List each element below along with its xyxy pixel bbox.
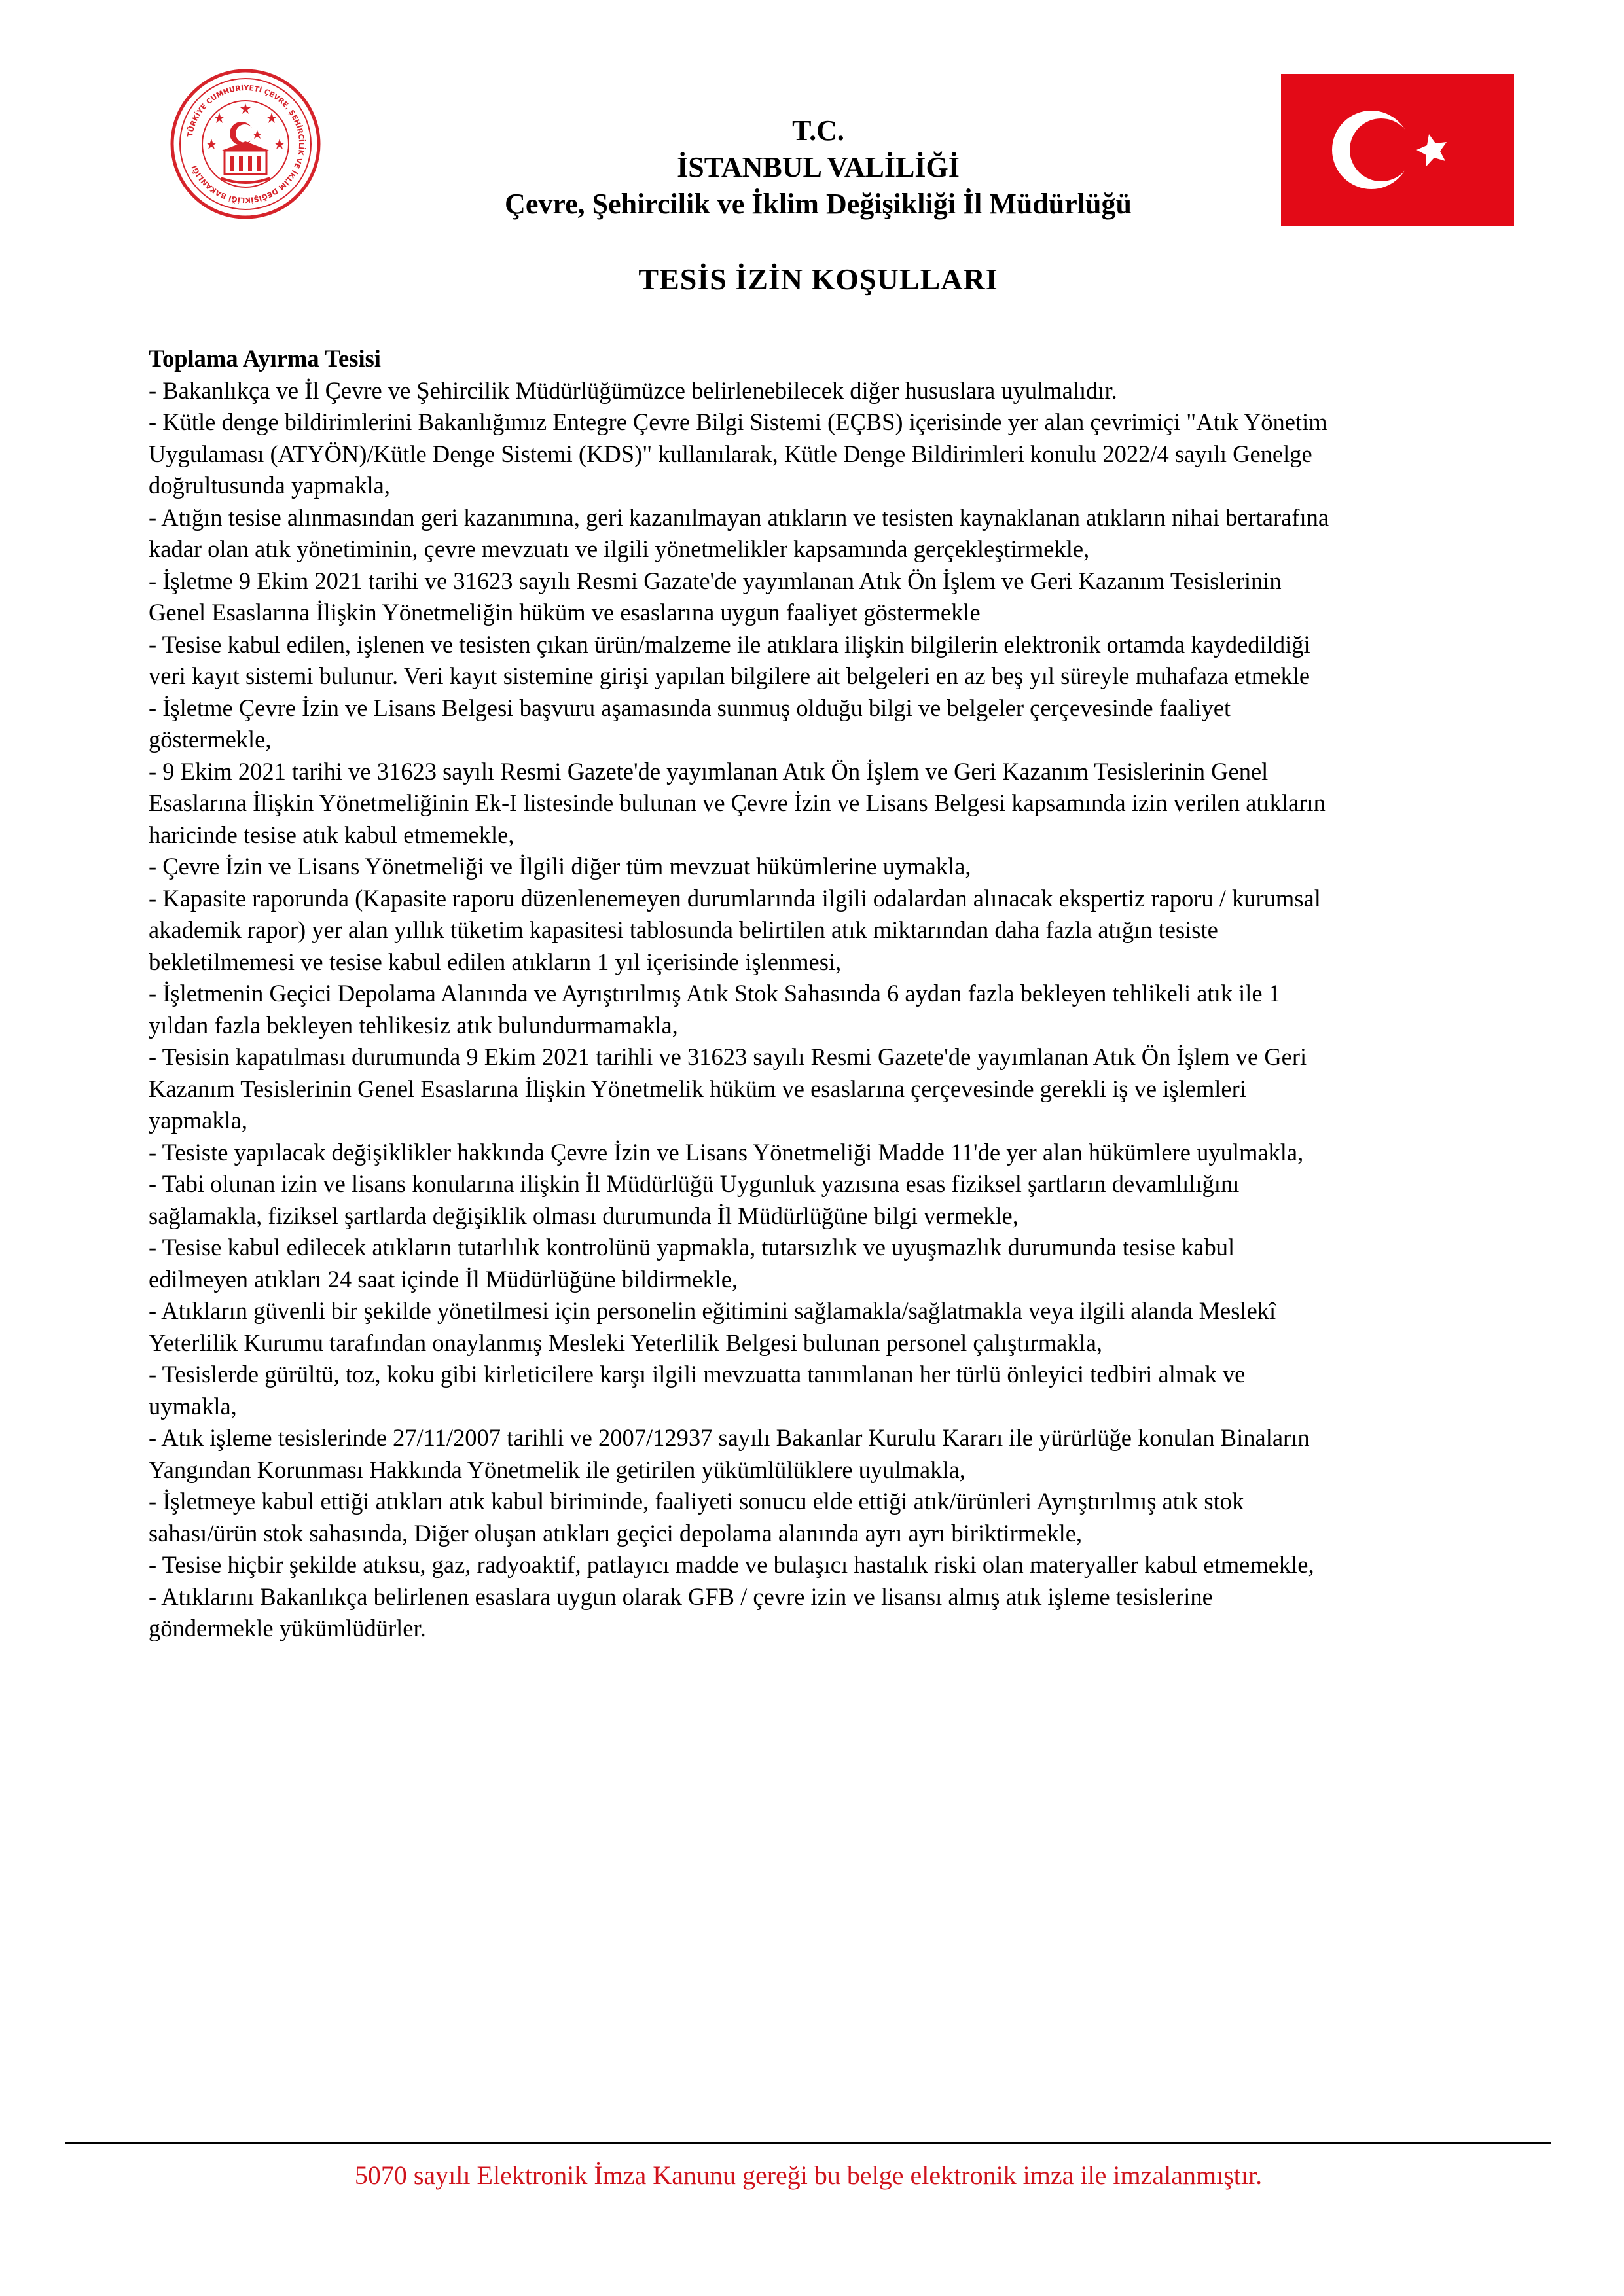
document-body	[149, 343, 1533, 1645]
text-line: veri kayıt sistemi bulunur. Veri kayıt sistemine girişi yapılan bilgilere ait belgeleri en az beş yıl süreyle muhafaza etmekle	[149, 662, 1310, 689]
text-line: - 9 Ekim 2021 tarihi ve 31623 sayılı Resmi Gazete'de yayımlanan Atık Ön İşlem ve Geri Kazanım Tesislerinin Genel	[149, 757, 1269, 785]
text-line: göstermekle,	[149, 726, 272, 753]
header-line-directorate: Çevre, Şehircilik ve İklim Değişikliği İl Müdürlüğü	[505, 188, 1132, 220]
text-line: haricinde tesise atık kabul etmemekle,	[149, 821, 514, 848]
section-subheading: Toplama Ayırma Tesisi	[149, 345, 381, 372]
text-line: - Tesise kabul edilecek atıkların tutarlılık kontrolünü yapmakla, tutarsızlık ve uyuşmazlık durumunda tesise kabul	[149, 1234, 1235, 1261]
document-header	[367, 113, 1270, 223]
flag-graphic	[1281, 74, 1514, 226]
text-line: - Çevre İzin ve Lisans Yönetmeliği ve İlgili diğer tüm mevzuat hükümlerine uymakla,	[149, 853, 971, 880]
text-line: - Tesise hiçbir şekilde atıksu, gaz, radyoaktif, patlayıcı madde ve bulaşıcı hastalık riski olan materyaller kabul etmemekle,	[149, 1551, 1314, 1578]
document-title: TESİS İZİN KOŞULLARI	[638, 262, 998, 296]
text-line: yapmakla,	[149, 1107, 248, 1134]
text-line: - İşletmeye kabul ettiği atıkları atık kabul biriminde, faaliyeti sonucu elde ettiği atık/ürünleri Ayrıştırılmış atık stok	[149, 1488, 1244, 1515]
text-line: sağlamakla, fiziksel şartlarda değişiklik olması durumunda İl Müdürlüğüne bilgi vermekle,	[149, 1202, 1019, 1229]
text-line: - Atıklarını Bakanlıkça belirlenen esaslara uygun olarak GFB / çevre izin ve lisansı almış atık işleme tesislerine	[149, 1583, 1213, 1610]
text-line: bekletilmemesi ve tesise kabul edilen atıkların 1 yıl içerisinde işlenmesi,	[149, 948, 842, 975]
ministry-seal-logo	[167, 65, 324, 223]
text-line: akademik rapor) yer alan yıllık tüketim kapasitesi tablosunda belirtilen atık miktarından daha fazla atığın tesiste	[149, 916, 1218, 943]
text-line: edilmeyen atıkları 24 saat içinde İl Müdürlüğüne bildirmekle,	[149, 1265, 738, 1293]
text-line: - İşletmenin Geçici Depolama Alanında ve Ayrıştırılmış Atık Stok Sahasında 6 aydan fazla bekleyen tehlikeli atık ile 1	[149, 980, 1280, 1007]
text-line: - Tesise kabul edilen, işlenen ve tesisten çıkan ürün/malzeme ile atıklara ilişkin bilgilerin elektronik ortamda kaydedildiği	[149, 630, 1310, 658]
text-line: - İşletme 9 Ekim 2021 tarihi ve 31623 sayılı Resmi Gazate'de yayımlanan Atık Ön İşlem ve Geri Kazanım Tesislerinin	[149, 567, 1282, 594]
text-line: - Tabi olunan izin ve lisans konularına ilişkin İl Müdürlüğü Uygunluk yazısına esas fiziksel şartların devamlılığını	[149, 1170, 1240, 1197]
seal-graphic	[167, 65, 324, 223]
text-line: Yangından Korunması Hakkında Yönetmelik ile getirilen yükümlülüklere uyulmakla,	[149, 1456, 965, 1483]
text-line: Yeterlilik Kurumu tarafından onaylanmış Mesleki Yeterlilik Belgesi bulunan personel çalıştırmakla,	[149, 1329, 1103, 1356]
text-line: Esaslarına İlişkin Yönetmeliğinin Ek-I listesinde bulunan ve Çevre İzin ve Lisans Belgesi kapsamında izin verilen atıkların	[149, 789, 1326, 816]
text-line: göndermekle yükümlüdürler.	[149, 1615, 426, 1641]
text-line: - Tesislerde gürültü, toz, koku gibi kirleticilere karşı ilgili mevzuatta tanımlanan her türlü önleyici tedbiri almak ve	[149, 1361, 1246, 1388]
e-signature-notice: 5070 sayılı Elektronik İmza Kanunu gereği bu belge elektronik imza ile imzalanmıştır.	[354, 2161, 1263, 2190]
text-line: - Kütle denge bildirimlerini Bakanlığımız Entegre Çevre Bilgi Sistemi (EÇBS) içerisinde yer alan çevrimiçi "Atık Yönetim	[149, 408, 1327, 435]
svg-text:TÜRKİYE CUMHURİYETİ ÇEVRE, ŞEH: TÜRKİYE CUMHURİYETİ ÇEVRE, ŞEHİRCİLİK VE İKLİM DEĞİŞİKLİĞİ BAKANLIĞI	[185, 83, 306, 205]
text-line: - İşletme Çevre İzin ve Lisans Belgesi başvuru aşamasında sunmuş olduğu bilgi ve belgeler çerçevesinde faaliyet	[149, 694, 1231, 721]
footer-divider	[65, 2142, 1551, 2144]
text-line: yıldan fazla bekleyen tehlikesiz atık bulundurmamakla,	[149, 1011, 678, 1039]
turkish-flag-icon	[1281, 74, 1514, 226]
text-line: Genel Esaslarına İlişkin Yönetmeliğin hüküm ve esaslarına uygun faaliyet göstermekle	[149, 599, 981, 626]
text-line: sahası/ürün stok sahasında, Diğer oluşan atıkları geçici depolama alanında ayrı ayrı biriktirmekle,	[149, 1519, 1083, 1547]
text-line: kadar olan atık yönetiminin, çevre mevzuatı ve ilgili yönetmelikler kapsamında gerçekleştirmekle,	[149, 535, 1090, 562]
text-line: uymakla,	[149, 1392, 237, 1420]
text-line: - Atık işleme tesislerinde 27/11/2007 tarihli ve 2007/12937 sayılı Bakanlar Kurulu Kararı ile yürürlüğe konulan Binaların	[149, 1424, 1310, 1451]
text-line: doğrultusunda yapmakla,	[149, 472, 390, 499]
text-line: - Atığın tesise alınmasından geri kazanımına, geri kazanılmayan atıkların ve tesisten kaynaklanan atıkların nihai bertarafına	[149, 503, 1329, 531]
condition-lines	[149, 375, 1533, 1645]
text-line: - Atıkların güvenli bir şekilde yönetilmesi için personelin eğitimini sağlamakla/sağlatmakla veya ilgili alanda Meslekî	[149, 1297, 1276, 1324]
text-line: Kazanım Tesislerinin Genel Esaslarına İlişkin Yönetmelik hüküm ve esaslarına çerçevesinde gerekli iş ve işlemleri	[149, 1075, 1246, 1102]
text-line: - Tesisin kapatılması durumunda 9 Ekim 2021 tarihli ve 31623 sayılı Resmi Gazete'de yayımlanan Atık Ön İşlem ve Geri	[149, 1043, 1307, 1070]
text-line: Uygulaması (ATYÖN)/Kütle Denge Sistemi (KDS)" kullanılarak, Kütle Denge Bildirimleri konulu 2022/4 sayılı Genelge	[149, 440, 1312, 467]
text-line: - Tesiste yapılacak değişiklikler hakkında Çevre İzin ve Lisans Yönetmeliği Madde 11'de yer alan hükümlere uyulmakla,	[149, 1138, 1304, 1166]
text-line: - Kapasite raporunda (Kapasite raporu düzenlenemeyen durumlarında ilgili odalardan alınacak ekspertiz raporu / kurumsal	[149, 884, 1321, 912]
text-line: - Bakanlıkça ve İl Çevre ve Şehircilik Müdürlüğümüzce belirlenebilecek diğer hususlara uyulmalıdır.	[149, 376, 1117, 404]
header-line-governorship: İSTANBUL VALİLİĞİ	[677, 151, 960, 183]
header-line-tc: T.C.	[792, 115, 844, 147]
